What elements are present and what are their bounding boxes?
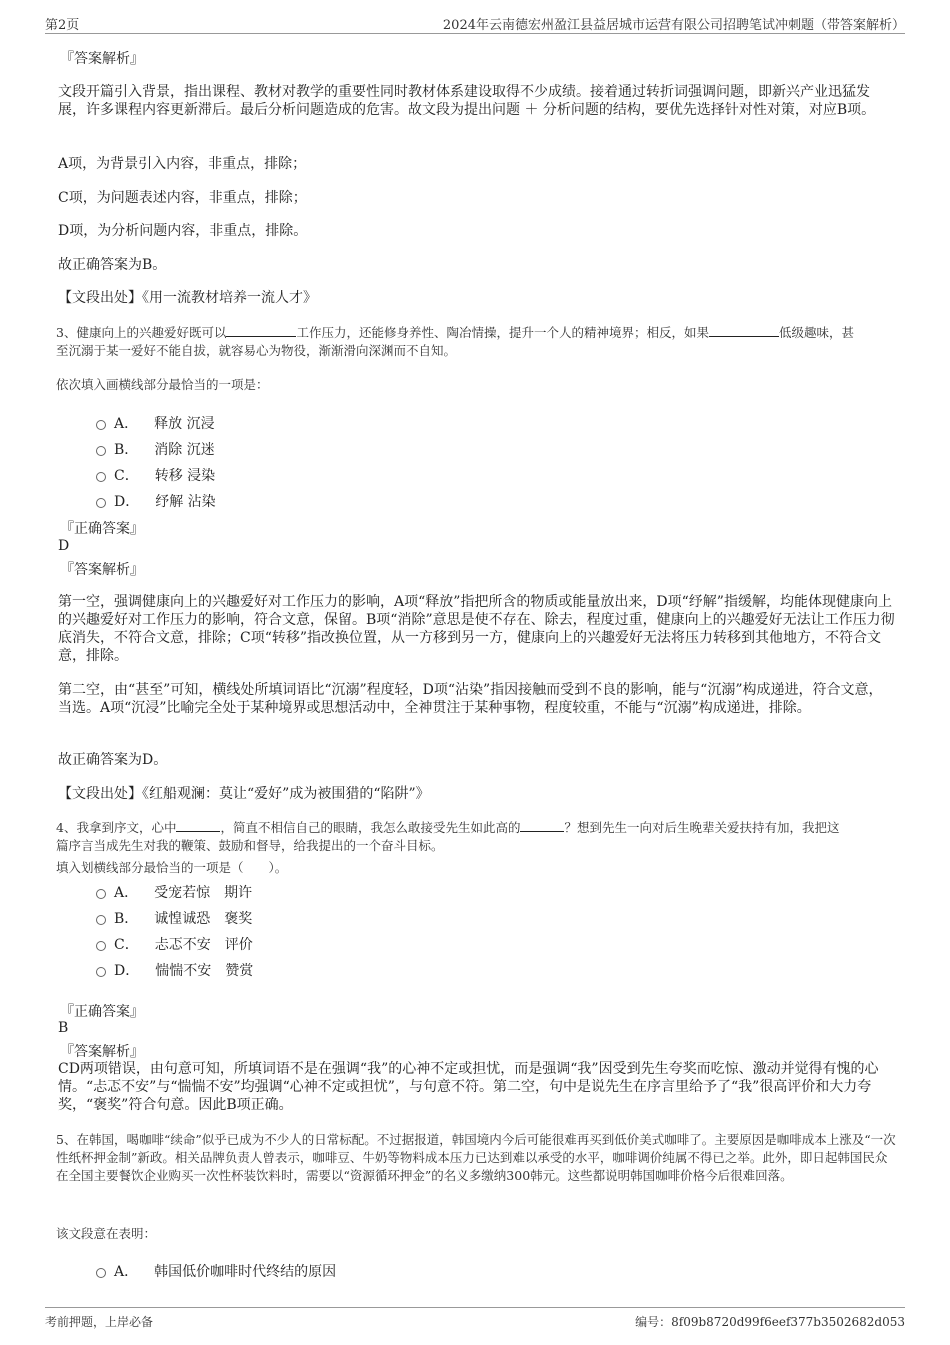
option-d[interactable] — [96, 960, 253, 980]
analysis-para2-q3: 第二空，由“甚至”可知，横线处所填词语比“沉溺”程度轻，D项“沾染”指因接触而受到不良的影响，能与“沉溺”构成递进，符合文意，当选。A项“沉浸”比喻完全处于某种境界或思想活动中，全神贯注于某种事物，程度较重，不能与“沉溺”构成递进，排除。 — [58, 682, 883, 716]
option-c[interactable] — [96, 934, 253, 954]
question-3-part-b: 工作压力，还能修身养性、陶冶情操，提升一个人的精神境界；相反，如果 — [296, 325, 709, 340]
question-4-line2: 篇序言当成先生对我的鞭策、鼓励和督导，给我提出的一个奋斗目标。 — [56, 838, 444, 853]
question-4-part-a: 4、我拿到序文，心中 — [56, 820, 177, 835]
fill-blank — [176, 820, 220, 832]
question-3-text — [56, 324, 896, 360]
option-letter: A． — [114, 1264, 139, 1280]
option-text: 忐忑不安 评价 — [154, 937, 253, 953]
fill-blank — [226, 325, 296, 337]
correct-answer-label-q4: 『正确答案』 — [60, 1004, 144, 1020]
correct-answer-q3: D — [58, 538, 70, 554]
option-letter: B． — [114, 442, 139, 458]
document-title: 2024年云南德宏州盈江县益居城市运营有限公司招聘笔试冲刺题（带答案解析） — [442, 18, 905, 33]
radio-button[interactable] — [96, 915, 106, 925]
question-4-part-c: ？想到先生一向对后生晚辈关爱扶持有加，我把这 — [564, 820, 840, 835]
radio-button[interactable] — [96, 498, 106, 508]
analysis-option-c: C项，为问题表述内容，非重点，排除； — [58, 190, 307, 206]
option-letter: A． — [114, 885, 139, 901]
analysis-para1-q4: CD两项错误，由句意可知，所填词语不是在强调“我”的心神不定或担忧，而是强调“我”因受到先生夸奖而吃惊、激动并觉得有愧的心情。“忐忑不安”与“惴惴不安”均强调“心神不定或担忧”，与句意不符。第二空，句中是说先生在序言里给予了“我”很高评价和大力夸奖，“褒奖”符合句意。因此B项正确。 — [58, 1061, 879, 1113]
option-letter: D． — [114, 494, 140, 510]
option-text: 释放 沉浸 — [154, 416, 215, 432]
page-header — [45, 14, 905, 34]
question-4-prompt: 填入划横线部分最恰当的一项是（ ）。 — [56, 860, 288, 875]
option-b[interactable] — [96, 908, 252, 928]
option-text: 转移 浸染 — [154, 468, 216, 484]
conclusion-q3: 故正确答案为D。 — [58, 752, 168, 768]
option-a[interactable] — [96, 882, 252, 902]
question-3-line2: 至沉溺于某一爱好不能自拔，就容易心为物役，渐渐滑向深渊而不自知。 — [56, 343, 457, 358]
option-b[interactable] — [96, 439, 215, 459]
option-text: 韩国低价咖啡时代终结的原因 — [154, 1264, 337, 1280]
question-5-text: 5、在韩国，喝咖啡“续命”似乎已成为不少人的日常标配。不过据报道，韩国境内今后可能很难再买到低价美式咖啡了。主要原因是咖啡成本上涨及“一次性纸杯押金制”新政。相关品牌负责人曾表示，咖啡豆、牛奶等物料成本压力已达到难以承受的水平，咖啡调价纯属不得已之举。此外，即日起韩国民众在全国主要餐饮企业购买一次性杯装饮料时，需要以“资源循环押金”的名义多缴纳300韩元。这些都说明韩国咖啡价格今后很难回落。 — [56, 1132, 896, 1183]
option-a[interactable] — [96, 1261, 336, 1281]
question-4-part-b: ，简直不相信自己的眼睛，我怎么敢接受先生如此高的 — [220, 820, 521, 835]
document-code: 编号：8f09b8720d99f6eef377b3502682d053 — [635, 1315, 905, 1329]
option-a[interactable] — [96, 413, 215, 433]
fill-blank — [709, 325, 779, 337]
radio-button[interactable] — [96, 941, 106, 951]
question-3-part-c: 低级趣味，甚 — [778, 325, 854, 340]
question-5-prompt: 该文段意在表明： — [56, 1226, 157, 1241]
option-d[interactable] — [96, 491, 216, 511]
fill-blank — [520, 820, 564, 832]
page-footer — [45, 1307, 905, 1329]
correct-answer-label-q3: 『正确答案』 — [60, 521, 144, 537]
question-3-prompt: 依次填入画横线部分最恰当的一项是： — [56, 377, 269, 392]
option-letter: A． — [114, 416, 139, 432]
question-4-text — [56, 819, 896, 855]
option-c[interactable] — [96, 465, 215, 485]
analysis-para-q2: 文段开篇引入背景，指出课程、教材对教学的重要性同时教材体系建设取得不少成绩。接着通过转折词强调问题，即新兴产业迅猛发展，许多课程内容更新滞后。最后分析问题造成的危害。故文段为提出问题 ＋ 分析问题的结构，要优先选择针对性对策，对应B项。 — [58, 84, 876, 118]
option-text: 受宠若惊 期许 — [154, 885, 253, 901]
radio-button[interactable] — [96, 889, 106, 899]
analysis-label-q3: 『答案解析』 — [60, 562, 144, 578]
correct-answer-q4: B — [58, 1020, 69, 1036]
analysis-label-q2: 『答案解析』 — [60, 51, 144, 67]
option-letter: D． — [114, 963, 140, 979]
analysis-option-d: D项，为分析问题内容，非重点，排除。 — [58, 223, 308, 239]
option-letter: C． — [114, 937, 139, 953]
source-q2: 【文段出处】《用一流教材培养一流人才》 — [58, 290, 317, 306]
radio-button[interactable] — [96, 446, 106, 456]
option-text: 消除 沉迷 — [154, 442, 215, 458]
analysis-label-q4: 『答案解析』 — [60, 1044, 144, 1060]
option-letter: C． — [114, 468, 139, 484]
footer-slogan: 考前押题，上岸必备 — [45, 1315, 154, 1329]
option-text: 惴惴不安 赞赏 — [155, 963, 254, 979]
radio-button[interactable] — [96, 967, 106, 977]
source-q3: 【文段出处】《红船观澜：莫让“爱好”成为被围猎的“陷阱”》 — [58, 786, 430, 802]
radio-button[interactable] — [96, 420, 106, 430]
option-letter: B． — [114, 911, 139, 927]
analysis-option-a: A项，为背景引入内容，非重点，排除； — [58, 156, 307, 172]
conclusion-q2: 故正确答案为B。 — [58, 257, 167, 273]
question-3-part-a: 3、健康向上的兴趣爱好既可以 — [56, 325, 227, 340]
option-text: 诚惶诚恐 褒奖 — [154, 911, 253, 927]
page-number: 第2页 — [45, 18, 80, 33]
option-text: 纾解 沾染 — [155, 494, 216, 510]
analysis-para1-q3: 第一空，强调健康向上的兴趣爱好对工作压力的影响，A项“释放”指把所含的物质或能量放出来，D项“纾解”指缓解，均能体现健康向上的兴趣爱好对工作压力的影响，符合文意，保留。B项“消除”意思是使不存在、除去，程度过重，健康向上的兴趣爱好无法让工作压力彻底消失，不符合文意，排除；C项“转移”指改换位置，从一方移到另一方，健康向上的兴趣爱好无法将压力转移到其他地方，不符合文意，排除。 — [58, 594, 895, 664]
radio-button[interactable] — [96, 472, 106, 482]
radio-button[interactable] — [96, 1268, 106, 1278]
